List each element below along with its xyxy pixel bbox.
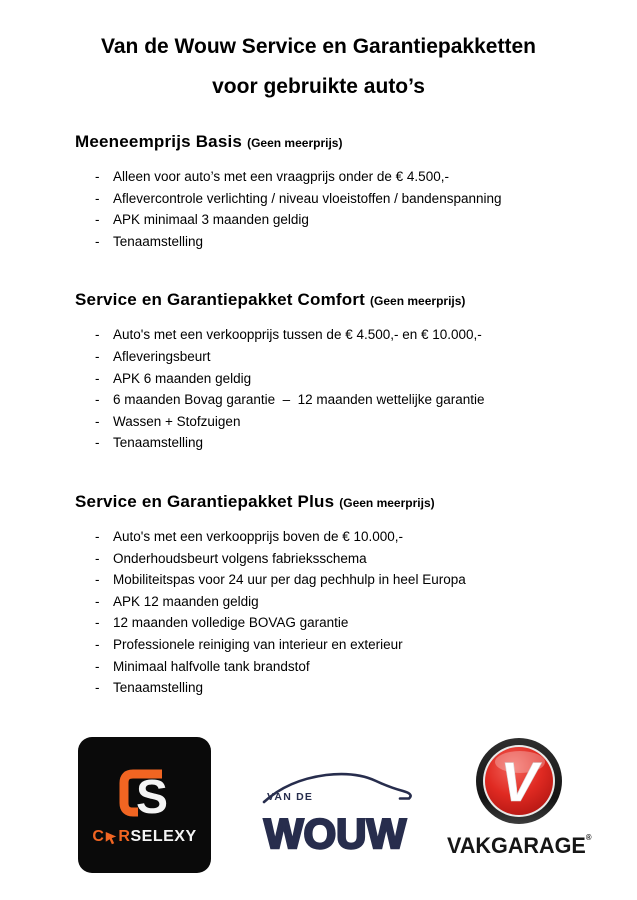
package-section xyxy=(75,132,582,252)
section-note: (Geen meerprijs) xyxy=(339,495,435,510)
van-de-wouw-main-text: WOUW xyxy=(263,809,407,857)
list-item xyxy=(95,656,582,678)
list-item xyxy=(95,188,582,210)
list-item-text: Wassen + Stofzuigen xyxy=(113,413,241,429)
list-item-text: Auto's met een verkoopprijs boven de € 10.000,- xyxy=(113,528,404,544)
bullet-dash: - xyxy=(95,370,100,386)
section-heading: Meeneemprijs Basis xyxy=(75,132,243,151)
bullet-dash: - xyxy=(95,572,100,588)
carselexy-letter-r: R xyxy=(118,828,131,846)
list-item-text: Onderhoudsbeurt volgens fabrieksschema xyxy=(113,550,367,566)
van-de-wouw-logo-image xyxy=(250,764,420,858)
logos-row xyxy=(78,737,637,873)
bullet-dash: - xyxy=(95,593,100,609)
feature-list xyxy=(95,526,582,699)
van-de-wouw-logo xyxy=(250,764,420,863)
registered-mark: ® xyxy=(585,832,592,842)
section-heading: Service en Garantiepakket Comfort xyxy=(75,290,366,310)
cursor-arrow-icon xyxy=(105,831,117,845)
list-item-text: Afleveringsbeurt xyxy=(113,348,211,364)
title-line-1: Van de Wouw Service en Garantiepakketten xyxy=(101,35,536,58)
list-item xyxy=(95,548,582,570)
list-item-text: APK 12 maanden geldig xyxy=(113,593,259,609)
carselexy-wordmark xyxy=(92,829,196,845)
list-item-text: Tenaamstelling xyxy=(113,233,204,249)
bullet-dash: - xyxy=(95,190,100,206)
page-title xyxy=(0,0,637,107)
bullet-dash: - xyxy=(95,528,100,544)
package-section xyxy=(75,290,582,454)
vakgarage-v-letter: V xyxy=(500,749,538,813)
feature-list xyxy=(95,166,582,252)
carselexy-logo xyxy=(78,737,211,873)
bullet-dash: - xyxy=(95,435,100,451)
bullet-dash: - xyxy=(95,550,100,566)
bullet-dash: - xyxy=(95,212,100,228)
list-item-text: Tenaamstelling xyxy=(113,680,204,696)
bullet-dash: - xyxy=(95,615,100,631)
list-item xyxy=(95,526,582,548)
list-item-text: 6 maanden Bovag garantie – 12 maanden wettelijke garantie xyxy=(113,392,485,408)
list-item xyxy=(95,634,582,656)
package-section xyxy=(75,492,582,699)
list-item-text: Mobiliteitspas voor 24 uur per dag pechhulp in heel Europa xyxy=(113,572,466,588)
svg-text:S: S xyxy=(135,771,168,821)
bullet-dash: - xyxy=(95,169,100,184)
list-item xyxy=(95,368,582,390)
vakgarage-wordmark xyxy=(447,833,591,859)
list-item xyxy=(95,569,582,591)
list-item xyxy=(95,612,582,634)
list-item xyxy=(95,677,582,699)
list-item-text: APK 6 maanden geldig xyxy=(113,370,252,386)
title-line-2: voor gebruikte auto’s xyxy=(212,75,425,98)
bullet-dash: - xyxy=(95,392,100,408)
section-header xyxy=(75,290,582,311)
section-note: (Geen meerprijs) xyxy=(247,136,343,150)
bullet-dash: - xyxy=(95,327,100,343)
list-item-text: APK minimaal 3 maanden geldig xyxy=(113,212,309,228)
list-item-text: Professionele reiniging van interieur en exterieur xyxy=(113,636,403,652)
list-item-text: 12 maanden volledige BOVAG garantie xyxy=(113,615,349,631)
carselexy-wordmark-rest: SELEXY xyxy=(130,828,197,846)
list-item-text: Minimaal halfvolle tank brandstof xyxy=(113,658,310,674)
list-item-text: Auto's met een verkoopprijs tussen de € 4.500,- en € 10.000,- xyxy=(113,327,482,343)
list-item xyxy=(95,346,582,368)
list-item-text: Tenaamstelling xyxy=(113,435,204,451)
section-note: (Geen meerprijs) xyxy=(370,294,466,309)
bullet-dash: - xyxy=(95,636,100,652)
bullet-dash: - xyxy=(95,658,100,674)
section-header xyxy=(75,492,582,513)
carselexy-letter-c: C xyxy=(92,828,105,846)
list-item xyxy=(95,166,582,188)
list-item xyxy=(95,591,582,613)
vakgarage-wordmark-text: VAKGARAGE xyxy=(446,832,586,858)
feature-list xyxy=(95,324,582,454)
list-item xyxy=(95,324,582,346)
list-item xyxy=(95,209,582,231)
section-header xyxy=(75,132,582,153)
list-item-text: Alleen voor auto’s met een vraagprijs onder de € 4.500,- xyxy=(113,169,449,184)
bullet-dash: - xyxy=(95,348,100,364)
carselexy-monogram-icon xyxy=(116,766,174,820)
vakgarage-logo xyxy=(444,733,594,859)
list-item xyxy=(95,411,582,433)
van-de-wouw-top-text: VAN DE xyxy=(267,790,314,803)
list-item-text: Aflevercontrole verlichting / niveau vloeistoffen / bandenspanning xyxy=(113,190,502,206)
list-item xyxy=(95,432,582,454)
list-item xyxy=(95,231,582,253)
package-sections xyxy=(75,132,582,699)
list-item xyxy=(95,389,582,411)
bullet-dash: - xyxy=(95,413,100,429)
vakgarage-badge-icon xyxy=(444,733,594,829)
bullet-dash: - xyxy=(95,680,100,696)
section-heading: Service en Garantiepakket Plus xyxy=(75,491,335,511)
bullet-dash: - xyxy=(95,233,100,249)
